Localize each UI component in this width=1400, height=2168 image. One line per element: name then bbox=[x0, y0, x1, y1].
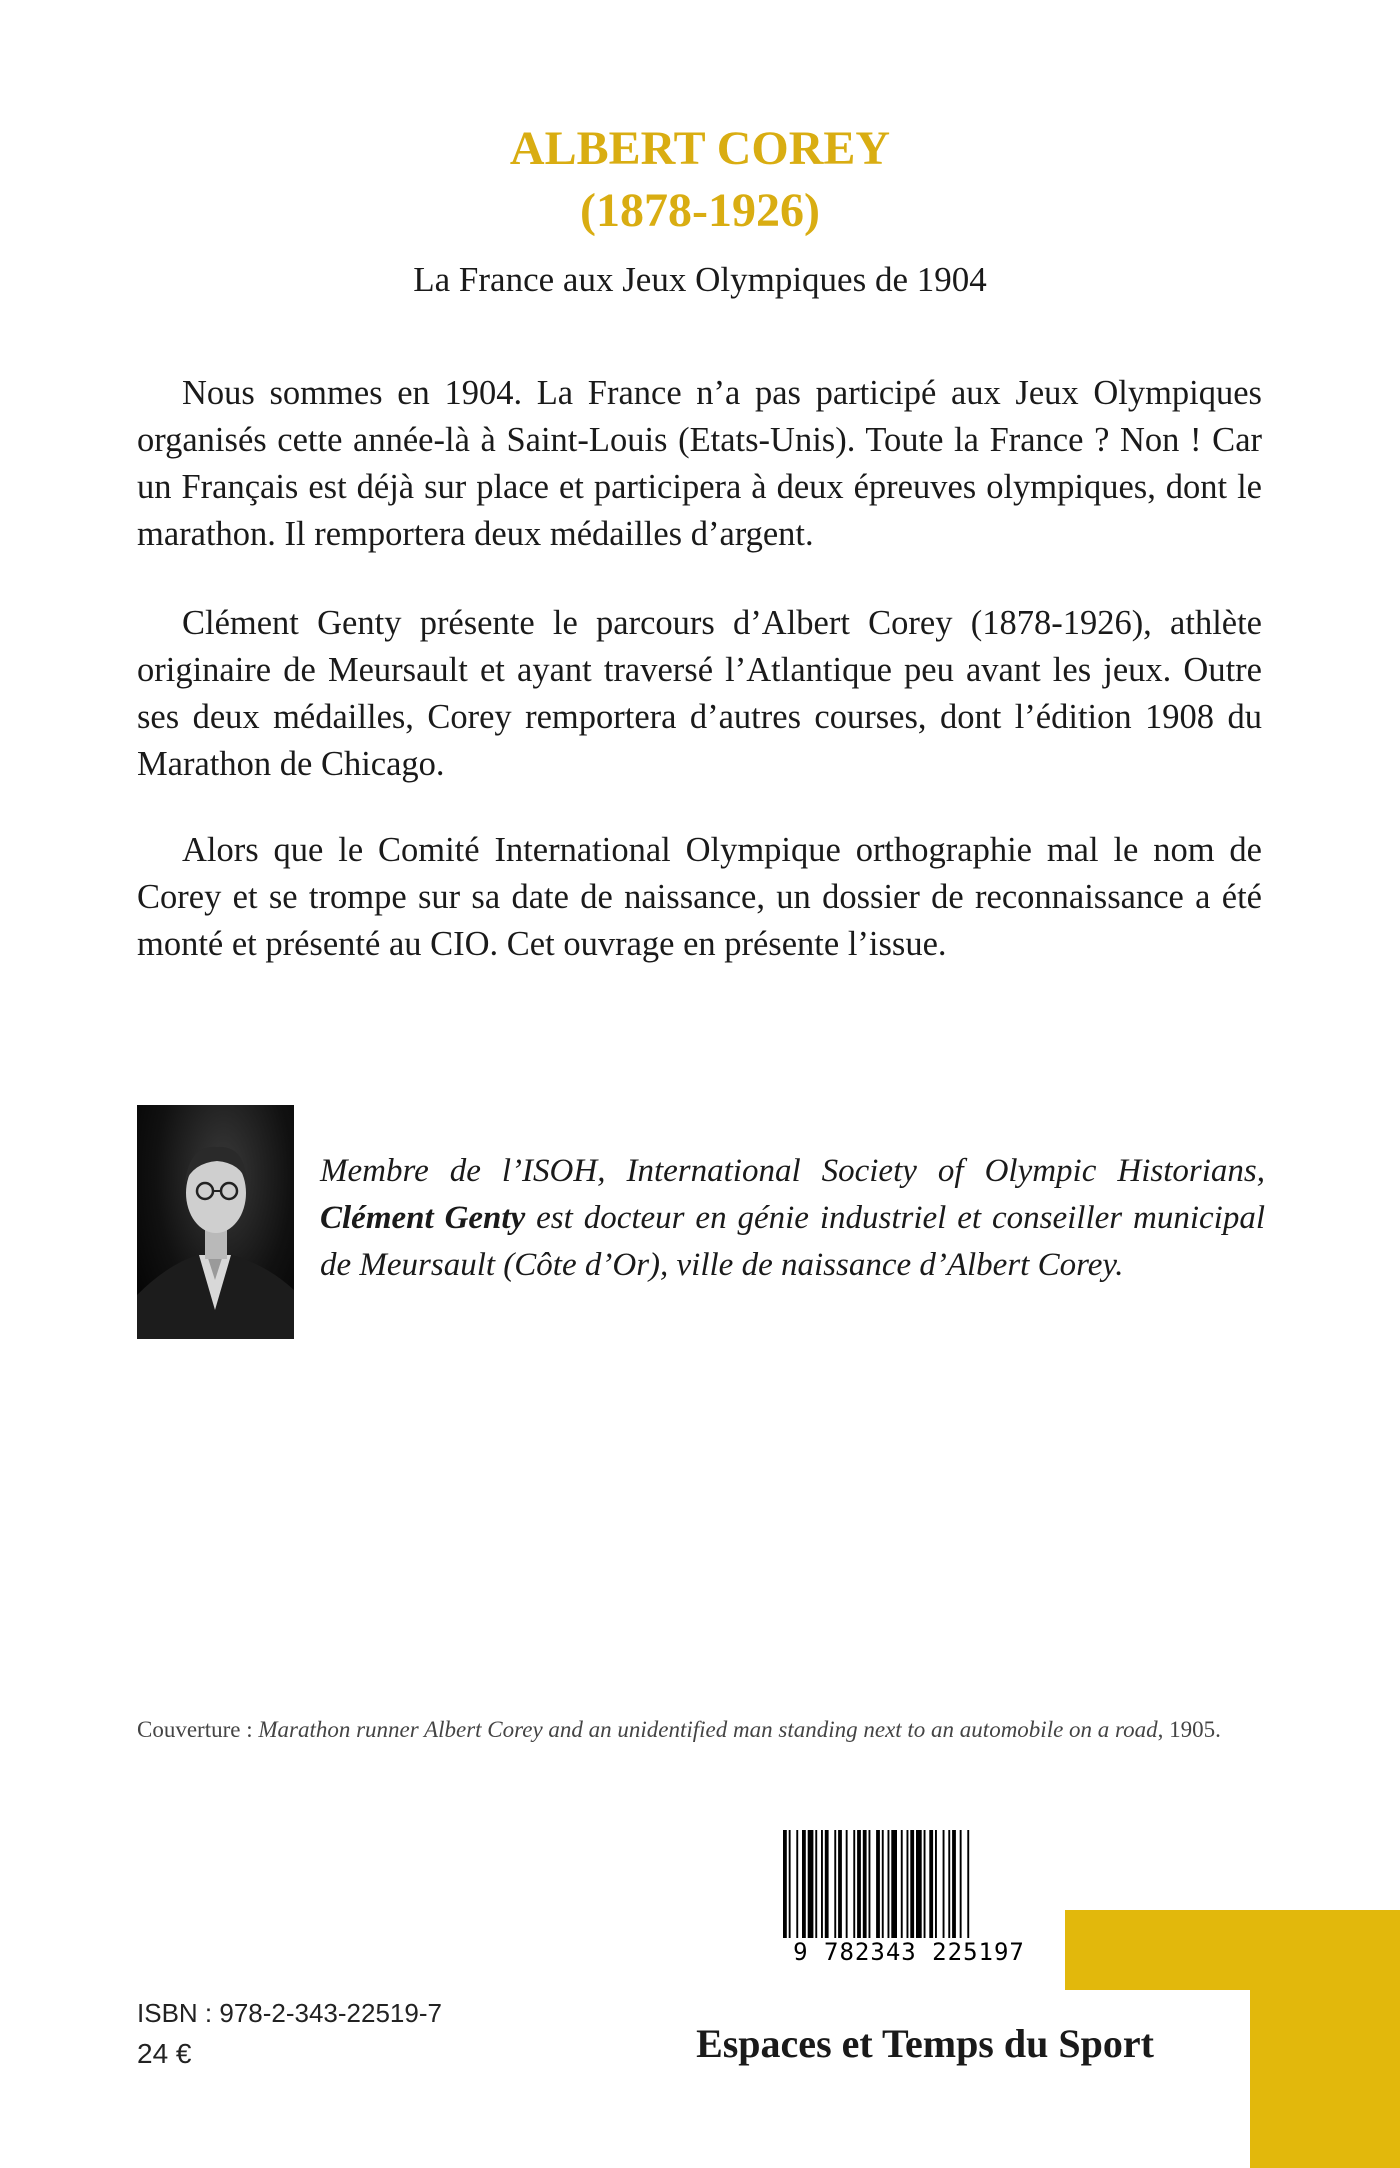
title-name: ALBERT COREY bbox=[509, 122, 891, 175]
credit-year: , 1905. bbox=[1157, 1717, 1221, 1742]
bio-rest: est docteur en génie industriel et conseiller municipal de Meursault (Côte d’Or), ville de naissance d’Albert Corey. bbox=[320, 1200, 1266, 1283]
blurb-paragraph-3: Alors que le Comité International Olympique orthographie mal le nom de Corey et se trompe sur sa date de naissance, un dossier de reconnaissance a été monté et présenté au CIO. Cet ouvrage en présente l’issue. bbox=[137, 831, 1262, 963]
cover-credit bbox=[137, 1713, 1265, 1747]
series-label-panel bbox=[620, 1990, 1250, 2168]
book-title bbox=[0, 118, 1400, 242]
blurb-paragraph-2: Clément Genty présente le parcours d’Albert Corey (1878-1926), athlète originaire de Meursault et ayant traversé l’Atlantique peu avant les jeux. Outre ses deux médailles, Corey remportera d’autres courses, dont l’édition 1908 du Marathon de Chicago. bbox=[137, 604, 1262, 783]
bio-intro: Membre de l’ISOH, International Society of Olympic Historians, bbox=[320, 1153, 1265, 1189]
barcode-number: 9 782343 225197 bbox=[777, 1938, 1041, 1966]
author-name: Clément Genty bbox=[320, 1200, 526, 1236]
isbn: ISBN : 978-2-343-22519-7 bbox=[137, 1998, 442, 2028]
blurb-paragraph-1: Nous sommes en 1904. La France n’a pas participé aux Jeux Olympiques organisés cette année-là à Saint-Louis (Etats-Unis). Toute la France ? Non ! Car un Français est déjà sur place et participera à deux épreuves olympiques, dont le marathon. Il remportera deux médailles d’argent. bbox=[137, 374, 1262, 553]
credit-caption: Marathon runner Albert Corey and an unidentified man standing next to an automobile on a road bbox=[258, 1717, 1158, 1742]
credit-label: Couverture : bbox=[137, 1717, 259, 1742]
author-bio bbox=[320, 1148, 1265, 1289]
author-photo bbox=[137, 1105, 294, 1339]
author-portrait-icon bbox=[137, 1105, 294, 1339]
title-dates: (1878-1926) bbox=[580, 184, 820, 237]
book-subtitle: La France aux Jeux Olympiques de 1904 bbox=[413, 260, 987, 299]
price: 24 € bbox=[137, 2038, 192, 2069]
series-name: Espaces et Temps du Sport bbox=[696, 2021, 1154, 2066]
